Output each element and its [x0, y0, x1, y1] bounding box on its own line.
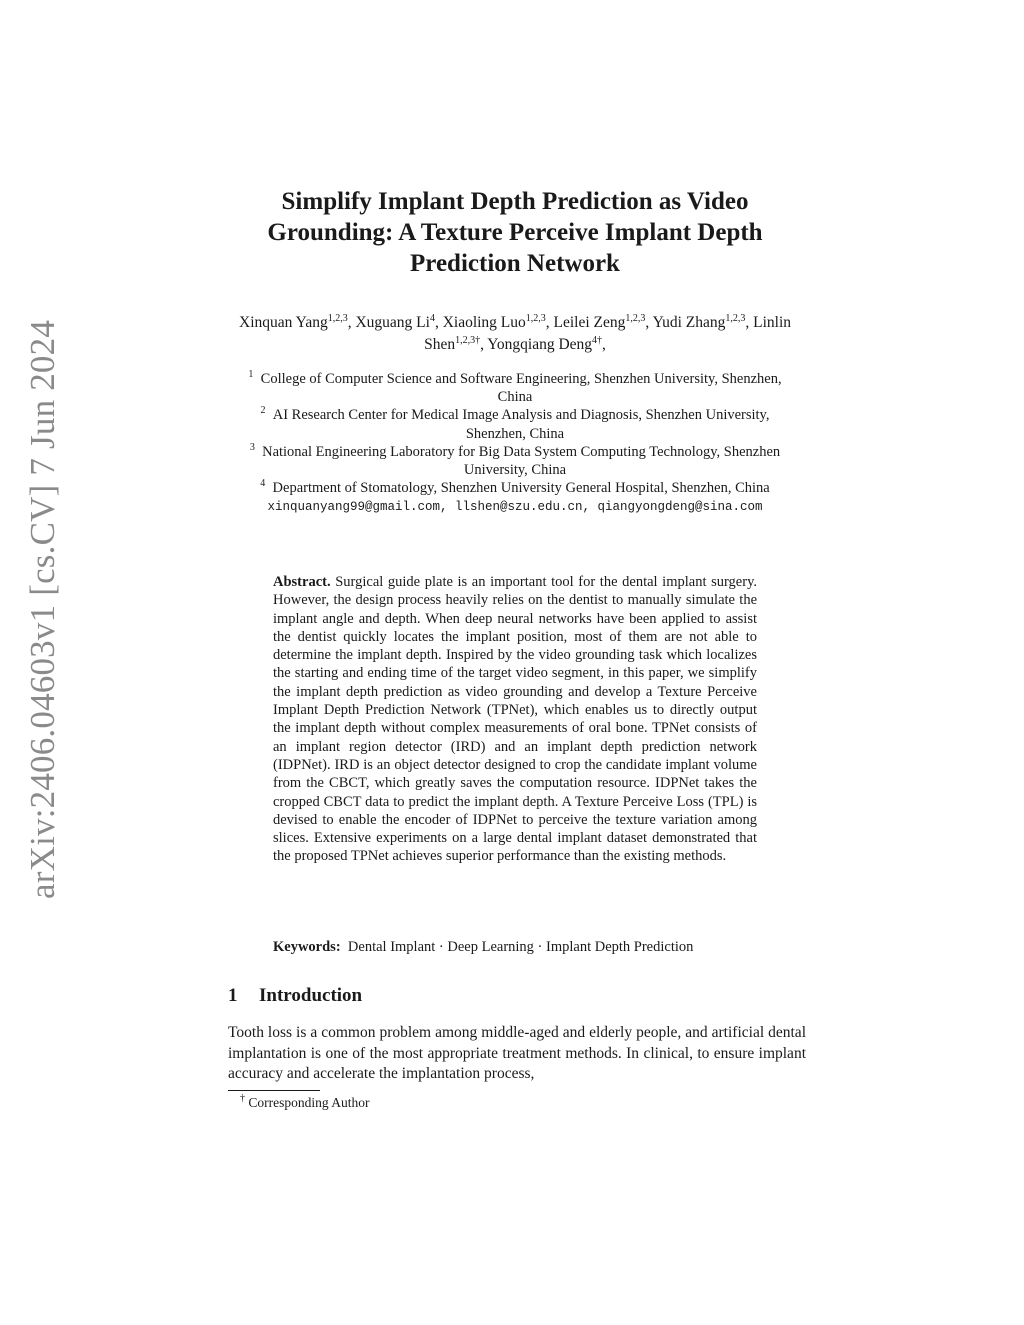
affiliation-text: Department of Stomatology, Shenzhen University General Hospital, Shenzhen, China — [272, 480, 770, 497]
footnote-divider — [228, 1090, 320, 1091]
author-name: Linlin Shen — [424, 314, 791, 353]
affiliation — [234, 370, 796, 406]
author-name: Xiaoling Luo — [442, 314, 526, 331]
affiliation-text: College of Computer Science and Software Engineering, Shenzhen University, Shenzhen, China — [260, 371, 782, 406]
affiliation — [234, 443, 796, 479]
abstract-label: Abstract. — [273, 574, 331, 590]
affiliation-mark: 1 — [248, 369, 254, 380]
footnote-text: Corresponding Author — [248, 1095, 370, 1110]
author-affiliation-mark: 4† — [592, 335, 603, 346]
affiliation-mark: 4 — [260, 478, 266, 490]
author-list: Xinquan Yang$^{1,2,3}$, Xuguang Li$^4$, Xiaoling Luo$^{1,2,3}$, Leilei Zeng$^{1,2,3}$, Yudi Zhang$^{1,2,3}$, Linlin Shen$^{1,2,3\dagger}$, Yongqiang Deng$^{4\dagger}$, — [239, 313, 791, 353]
author-affiliation-mark: 1,2,3 — [625, 313, 646, 324]
author-name: Yongqiang Deng — [487, 336, 593, 353]
author-name: Xinquan Yang — [239, 314, 328, 331]
author-name: Leilei Zeng — [553, 314, 626, 331]
affiliation-mark: 3 — [249, 441, 255, 453]
footnote — [240, 1095, 370, 1111]
affiliation-text: National Engineering Laboratory for Big Data System Computing Technology, Shenzhen University, China — [262, 443, 781, 479]
paper-title: Simplify Implant Depth Prediction as Video Grounding: A Texture Perceive Implant Depth Prediction Network — [267, 188, 763, 277]
keywords-text: Dental Implant · Deep Learning · Implant Depth Prediction — [347, 939, 694, 955]
affiliation — [234, 479, 796, 497]
abstract — [273, 573, 757, 866]
author-affiliation-mark: 4 — [429, 313, 435, 324]
abstract-text: Surgical guide plate is an important tool for the dental implant surgery. However, the design process heavily relies on the dentist to manually simulate the implant angle and depth. When deep neural networks have been applied to assist the dentist quickly locates the implant position, most of them are not able to determine the implant depth. Inspired by the video grounding task which localizes the starting and ending time of the target video segment, in this paper, we simplify the implant depth prediction as video grounding and develop a Texture Perceive Implant Depth Prediction Network (TPNet), which enables us to directly output the implant depth without complex measurements of oral bone. TPNet consists of an implant region detector (IRD) and an implant depth prediction network (IDPNet). IRD is an object detector designed to crop the candidate implant volume from the CBCT, which greatly saves the computation resource. IDPNet takes the cropped CBCT data to predict the implant depth. A Texture Perceive Loss (TPL) is devised to enable the encoder of IDPNet to perceive the texture variation among slices. Extensive experiments on a large dental implant dataset demonstrated that the proposed TPNet achieves superior performance than the existing methods. — [273, 574, 757, 865]
arxiv-identifier: arXiv:2406.04603v1 [cs.CV] 7 Jun 2024 — [23, 319, 62, 899]
keywords — [273, 938, 773, 956]
affiliation-list — [234, 370, 796, 517]
author-emails[interactable]: xinquanyang99@gmail.com, llshen@szu.edu.cn, qiangyongdeng@sina.com — [267, 500, 763, 515]
author-name: Yudi Zhang — [652, 314, 726, 331]
affiliation-text: AI Research Center for Medical Image Analysis and Diagnosis, Shenzhen University, Shenzhen, China — [272, 407, 770, 442]
affiliation-mark: 2 — [260, 405, 266, 417]
section-title: Introduction — [259, 985, 363, 1006]
section-number: 1 — [228, 985, 238, 1006]
author-affiliation-mark: 1,2,3 — [327, 313, 348, 324]
section-heading-introduction — [228, 985, 362, 1007]
introduction-paragraph: Tooth loss is a common problem among middle-aged and elderly people, and artificial dental implantation is one of the most appropriate treatment methods. In clinical, to ensure implant accuracy and accelerate the implantation process, — [228, 1024, 806, 1082]
author-affiliation-mark: 1,2,3† — [455, 335, 481, 346]
author-affiliation-mark: 1,2,3 — [725, 313, 746, 324]
author-affiliation-mark: 1,2,3 — [525, 313, 546, 324]
keywords-label: Keywords: — [273, 939, 341, 955]
affiliation — [234, 406, 796, 442]
author-name: Xuguang Li — [355, 314, 430, 331]
footnote-mark: † — [240, 1093, 245, 1104]
